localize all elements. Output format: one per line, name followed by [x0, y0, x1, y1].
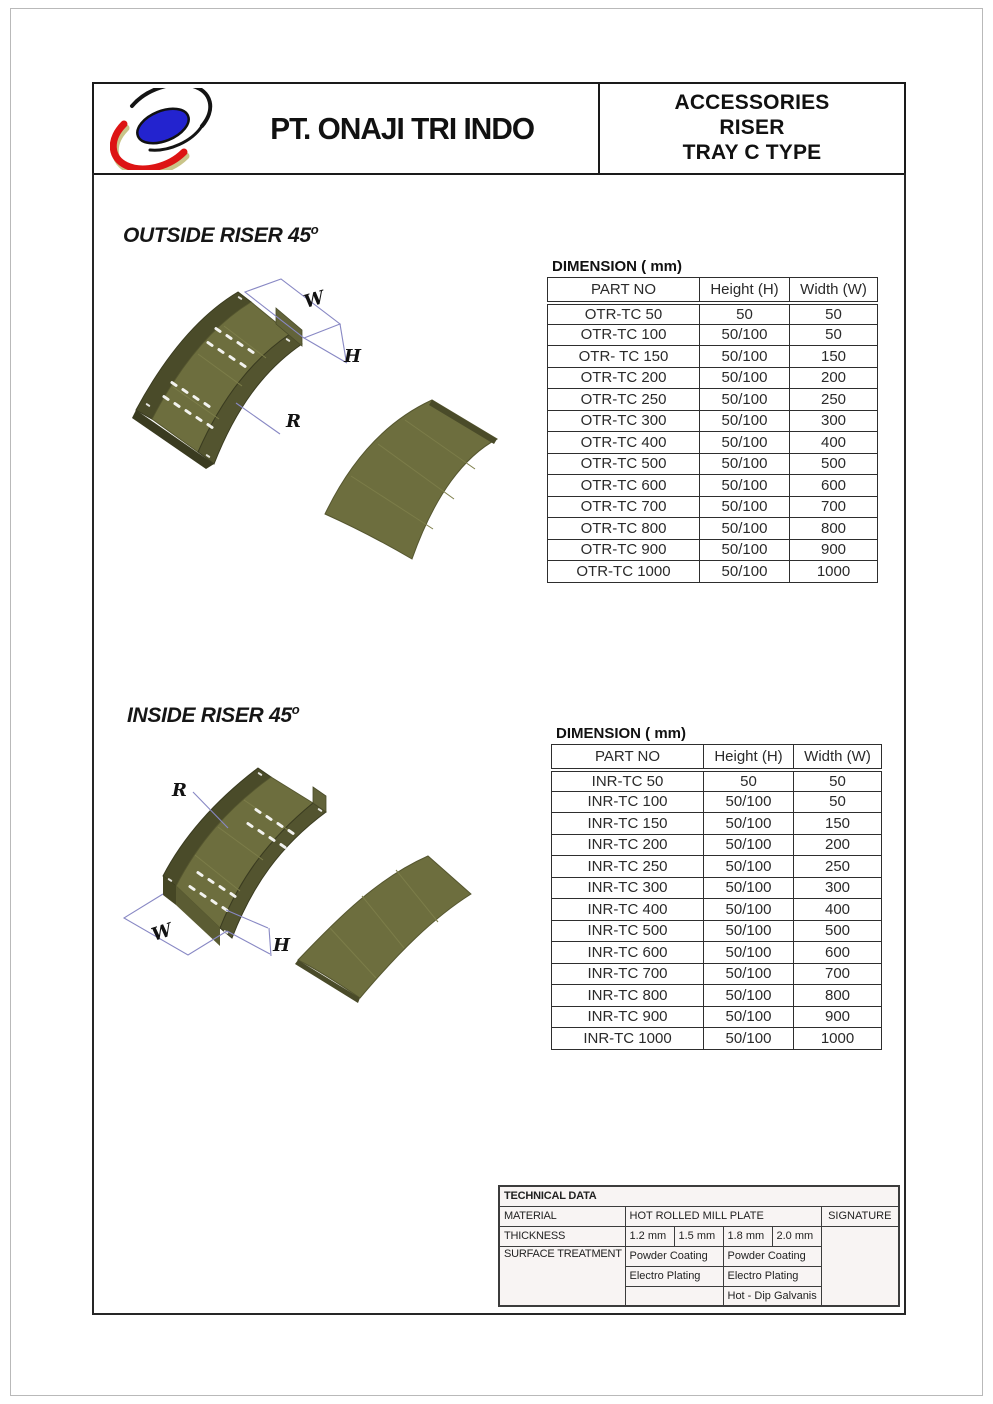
table-cell: 700	[790, 496, 878, 518]
table-cell: 50/100	[700, 389, 790, 411]
table-cell: 900	[794, 1006, 882, 1028]
table-cell: 500	[794, 920, 882, 942]
table-cell: 50/100	[704, 834, 794, 856]
section-title-inside-riser	[127, 702, 299, 728]
table-cell: 600	[790, 475, 878, 497]
table-row	[552, 877, 882, 899]
inside-table-body	[552, 770, 882, 1050]
table-cell: PART NO	[548, 278, 700, 303]
table-cell: INR-TC 700	[552, 963, 704, 985]
table-row	[552, 791, 882, 813]
table-cell: 50	[794, 791, 882, 813]
table-cell: 50/100	[700, 346, 790, 368]
outside-table-head	[548, 278, 878, 303]
table-row	[552, 985, 882, 1007]
table-cell: 50	[794, 770, 882, 792]
table-cell: 50/100	[700, 367, 790, 389]
table-cell: 500	[790, 453, 878, 475]
degree-superscript: o	[310, 222, 319, 237]
section-title-inside-text: INSIDE RISER 45	[127, 704, 292, 727]
table-cell: 50/100	[700, 496, 790, 518]
table-cell: 250	[790, 389, 878, 411]
table-cell: 700	[794, 963, 882, 985]
table-row	[548, 561, 878, 583]
surface-value: Electro Plating	[625, 1266, 723, 1286]
table-cell: 1000	[794, 1028, 882, 1050]
section-title-outside-riser	[123, 222, 318, 248]
surface-value-empty	[625, 1286, 723, 1306]
company-logo-icon	[110, 88, 214, 170]
table-cell: 50/100	[700, 453, 790, 475]
table-row	[548, 475, 878, 497]
material-label: MATERIAL	[499, 1206, 625, 1226]
table-row	[548, 496, 878, 518]
table-cell: 50/100	[700, 475, 790, 497]
table-cell: 400	[794, 899, 882, 921]
table-cell: OTR- TC 150	[548, 346, 700, 368]
table-cell: PART NO	[552, 745, 704, 770]
table-cell: 50/100	[700, 518, 790, 540]
table-cell: INR-TC 50	[552, 770, 704, 792]
doc-title-line-2: RISER	[719, 116, 785, 140]
table-row	[552, 963, 882, 985]
table-cell: 200	[790, 367, 878, 389]
table-cell: OTR-TC 100	[548, 324, 700, 346]
table-row	[552, 745, 882, 770]
table-cell: Width (W)	[794, 745, 882, 770]
table-cell: OTR-TC 500	[548, 453, 700, 475]
dimension-label-inside: DIMENSION ( mm)	[556, 725, 687, 742]
table-cell: 50/100	[704, 813, 794, 835]
table-row	[548, 346, 878, 368]
technical-data-table	[498, 1185, 900, 1307]
table-cell: 150	[794, 813, 882, 835]
surface-value: Hot - Dip Galvanis	[723, 1286, 821, 1306]
table-row	[548, 367, 878, 389]
table-cell: INR-TC 900	[552, 1006, 704, 1028]
table-cell: 800	[790, 518, 878, 540]
surface-value: Powder Coating	[723, 1246, 821, 1266]
table-cell: 50/100	[704, 899, 794, 921]
doc-title-line-3: TRAY C TYPE	[682, 140, 822, 164]
table-cell: INR-TC 100	[552, 791, 704, 813]
table-cell: 50	[704, 770, 794, 792]
table-cell: OTR-TC 1000	[548, 561, 700, 583]
table-cell: 50/100	[700, 410, 790, 432]
table-row	[552, 920, 882, 942]
material-value: HOT ROLLED MILL PLATE	[625, 1206, 821, 1226]
table-cell: 50/100	[704, 1028, 794, 1050]
table-row	[548, 539, 878, 561]
inside-riser-drawing	[108, 748, 533, 1063]
signature-empty-cell	[821, 1226, 899, 1306]
table-cell: 50/100	[704, 985, 794, 1007]
table-cell: 50/100	[700, 324, 790, 346]
table-cell: 50/100	[700, 539, 790, 561]
dimension-label-outside: DIMENSION ( mm)	[552, 258, 683, 275]
table-cell: 400	[790, 432, 878, 454]
table-cell: OTR-TC 700	[548, 496, 700, 518]
header-left-cell	[94, 84, 600, 173]
header-title-cell	[600, 84, 904, 173]
table-cell: 50/100	[704, 1006, 794, 1028]
table-cell: 300	[794, 877, 882, 899]
table-row	[548, 389, 878, 411]
section-title-outside-text: OUTSIDE RISER 45	[123, 224, 311, 247]
table-row	[548, 453, 878, 475]
company-name: PT. ONAJI TRI INDO	[270, 110, 535, 146]
table-cell: 50/100	[704, 942, 794, 964]
thickness-value: 1.2 mm	[625, 1226, 674, 1246]
outside-label-w: W	[301, 287, 327, 313]
table-cell: 50/100	[700, 432, 790, 454]
table-cell: OTR-TC 50	[548, 303, 700, 325]
tech-title-row	[499, 1186, 899, 1206]
table-cell: INR-TC 150	[552, 813, 704, 835]
table-row	[548, 518, 878, 540]
table-cell: 300	[790, 410, 878, 432]
surface-value: Powder Coating	[625, 1246, 723, 1266]
table-cell: OTR-TC 800	[548, 518, 700, 540]
thickness-label: THICKNESS	[499, 1226, 625, 1246]
company-logo	[110, 88, 214, 170]
table-cell: OTR-TC 600	[548, 475, 700, 497]
table-row	[552, 1006, 882, 1028]
header	[92, 82, 906, 175]
outside-riser-table	[547, 277, 878, 583]
table-row	[552, 942, 882, 964]
table-cell: INR-TC 500	[552, 920, 704, 942]
table-cell: OTR-TC 200	[548, 367, 700, 389]
table-cell: INR-TC 300	[552, 877, 704, 899]
table-cell: 50/100	[704, 856, 794, 878]
table-cell: 50/100	[704, 920, 794, 942]
table-cell: INR-TC 400	[552, 899, 704, 921]
outside-label-r: R	[286, 411, 301, 432]
tech-title: TECHNICAL DATA	[499, 1186, 899, 1206]
table-cell: 50/100	[704, 963, 794, 985]
inside-table-head	[552, 745, 882, 770]
table-cell: OTR-TC 250	[548, 389, 700, 411]
tech-material-row	[499, 1206, 899, 1226]
table-cell: 50/100	[700, 561, 790, 583]
inside-label-w: W	[149, 919, 175, 946]
table-row	[552, 1028, 882, 1050]
table-cell: 50/100	[704, 791, 794, 813]
table-cell: 50	[790, 324, 878, 346]
surface-treatment-label: SURFACE TREATMENT	[499, 1246, 625, 1306]
table-row	[552, 899, 882, 921]
signature-label: SIGNATURE	[821, 1206, 899, 1226]
thickness-value: 2.0 mm	[772, 1226, 821, 1246]
inside-label-h: H	[273, 935, 291, 956]
table-cell: INR-TC 600	[552, 942, 704, 964]
table-cell: INR-TC 250	[552, 856, 704, 878]
table-cell: 900	[790, 539, 878, 561]
table-row	[548, 303, 878, 325]
table-cell: 800	[794, 985, 882, 1007]
tech-thickness-row	[499, 1226, 899, 1246]
table-cell: OTR-TC 300	[548, 410, 700, 432]
table-row	[548, 278, 878, 303]
inside-label-r: R	[172, 780, 187, 801]
outside-riser-drawing	[118, 272, 523, 587]
thickness-value: 1.5 mm	[674, 1226, 723, 1246]
outside-table-body	[548, 303, 878, 583]
table-row	[552, 856, 882, 878]
table-cell: 150	[790, 346, 878, 368]
table-cell: Height (H)	[704, 745, 794, 770]
table-row	[548, 432, 878, 454]
table-cell: INR-TC 200	[552, 834, 704, 856]
surface-value: Electro Plating	[723, 1266, 821, 1286]
table-row	[552, 770, 882, 792]
table-cell: 200	[794, 834, 882, 856]
table-row	[552, 834, 882, 856]
table-cell: OTR-TC 400	[548, 432, 700, 454]
table-cell: 600	[794, 942, 882, 964]
table-cell: INR-TC 1000	[552, 1028, 704, 1050]
table-cell: OTR-TC 900	[548, 539, 700, 561]
table-cell: 50	[700, 303, 790, 325]
table-row	[552, 813, 882, 835]
inside-riser-table	[551, 744, 882, 1050]
doc-title-line-1: ACCESSORIES	[674, 91, 830, 115]
degree-superscript: o	[291, 702, 300, 717]
outside-label-h: H	[344, 346, 362, 367]
table-cell: Width (W)	[790, 278, 878, 303]
table-cell: 50/100	[704, 877, 794, 899]
table-cell: 50	[790, 303, 878, 325]
thickness-value: 1.8 mm	[723, 1226, 772, 1246]
table-cell: INR-TC 800	[552, 985, 704, 1007]
table-row	[548, 410, 878, 432]
table-cell: Height (H)	[700, 278, 790, 303]
table-cell: 250	[794, 856, 882, 878]
table-row	[548, 324, 878, 346]
table-cell: 1000	[790, 561, 878, 583]
